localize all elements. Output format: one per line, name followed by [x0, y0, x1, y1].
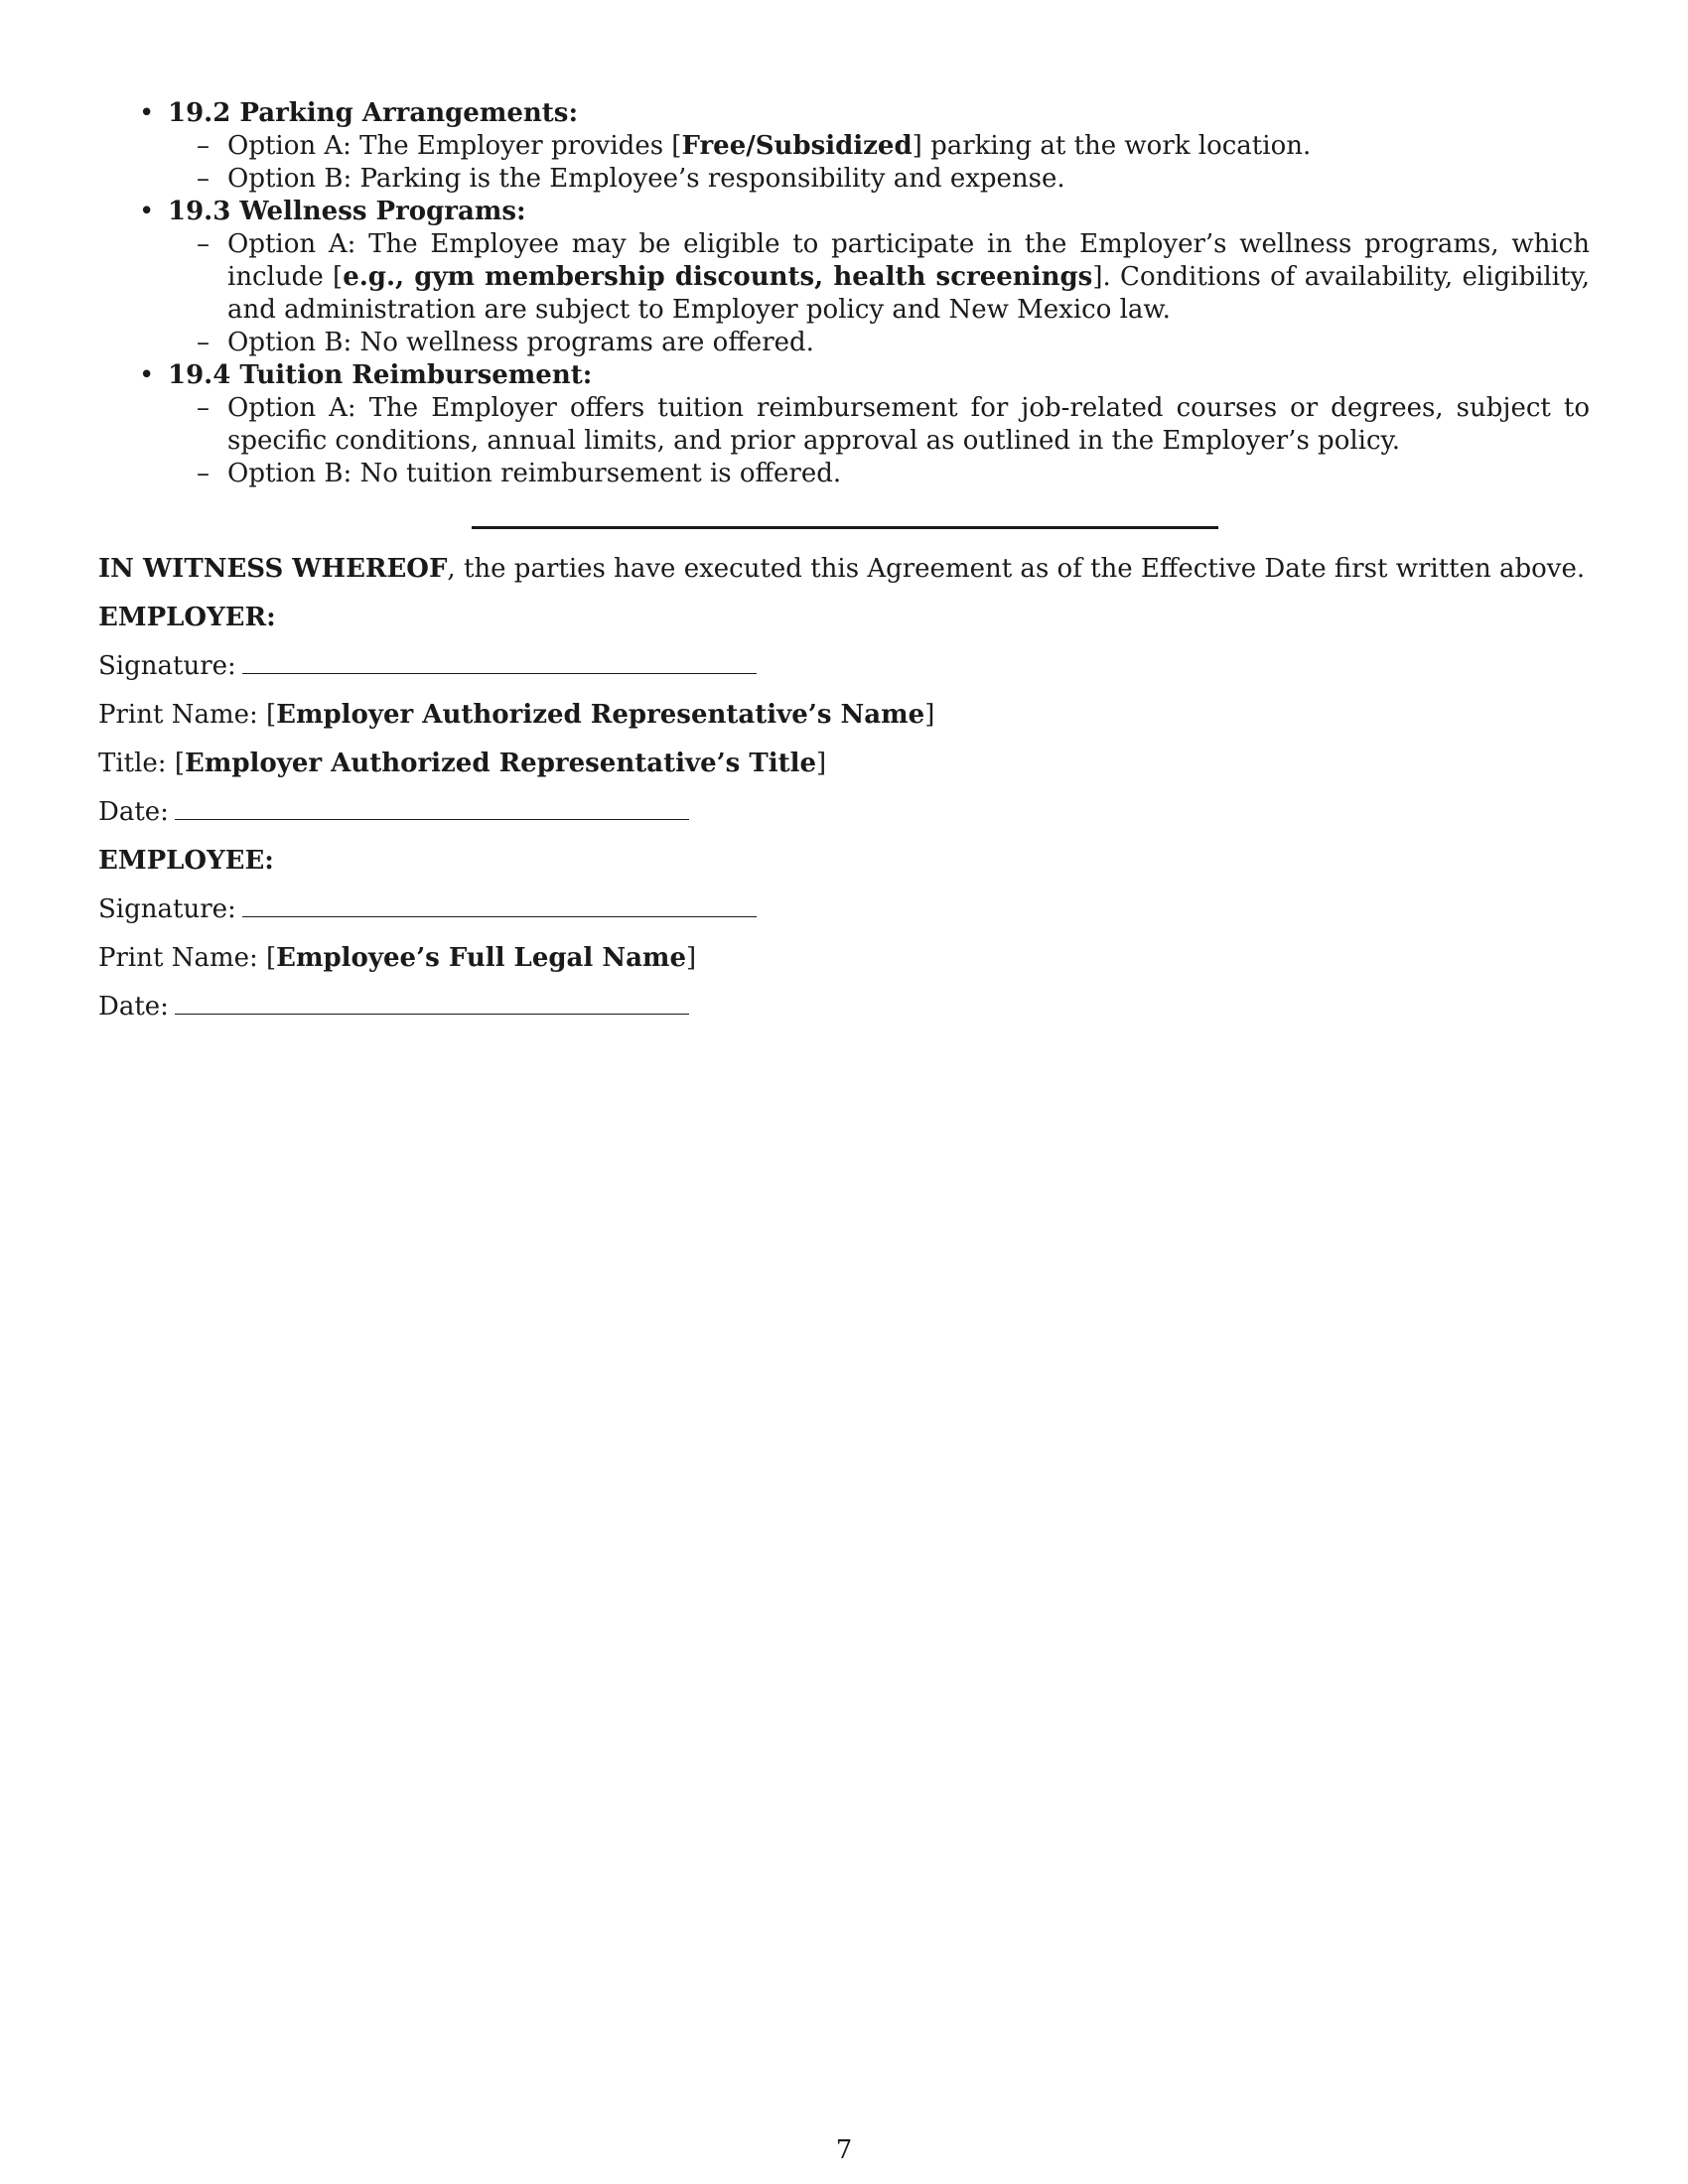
bracket-open: [: [266, 943, 277, 973]
employer-title-row: [98, 748, 1590, 780]
section-heading: [139, 97, 1590, 130]
option-item: [168, 392, 1590, 458]
employer-date-row: [98, 796, 1590, 829]
employer-date-line[interactable]: [175, 799, 689, 820]
section-19-3: [98, 196, 1590, 359]
section-heading: [139, 359, 1590, 392]
employee-signature-line[interactable]: [242, 896, 757, 917]
signature-label: Signature:: [98, 894, 236, 924]
employee-date-line[interactable]: [175, 994, 689, 1015]
dash-marker: –: [197, 229, 210, 259]
employee-heading: EMPLOYEE:: [98, 846, 274, 876]
employer-title-placeholder: Employer Authorized Representative’s Title: [185, 749, 817, 778]
date-label: Date:: [98, 992, 169, 1022]
bracket-close: ]: [924, 700, 935, 730]
witness-lead: IN WITNESS WHEREOF: [98, 554, 448, 584]
employee-signature-row: [98, 893, 1590, 926]
option-item: [168, 228, 1590, 327]
employee-date-row: [98, 991, 1590, 1024]
bullet: •: [139, 360, 155, 390]
option-placeholder: e.g., gym membership discounts, health screenings: [343, 262, 1093, 292]
option-text: Option A: The Employee may be eligible to participate in the Employer’s wellness programs, which include [: [227, 229, 1590, 292]
dash-marker: –: [197, 459, 210, 488]
bracket-close: ]: [816, 749, 827, 778]
option-item: [168, 163, 1590, 196]
option-text: Option B: Parking is the Employee’s responsibility and expense.: [227, 164, 1065, 194]
employee-print-name-placeholder: Employee’s Full Legal Name: [276, 943, 686, 973]
print-name-label: Print Name:: [98, 943, 258, 973]
employer-signature-row: [98, 650, 1590, 683]
section-19-2: [98, 97, 1590, 196]
option-item: [168, 130, 1590, 163]
dash-marker: –: [197, 393, 210, 423]
employer-print-name-placeholder: Employer Authorized Representative’s Name: [276, 700, 925, 730]
document-page: [98, 97, 1590, 1024]
dash-marker: –: [197, 328, 210, 357]
option-item: [168, 327, 1590, 359]
section-heading-text: 19.4 Tuition Reimbursement:: [168, 360, 593, 390]
section-heading: [139, 196, 1590, 228]
option-text-tail: ] parking at the work location.: [912, 131, 1312, 161]
bullet: •: [139, 98, 155, 128]
date-label: Date:: [98, 797, 169, 827]
bracket-close: ]: [686, 943, 697, 973]
employer-print-name-row: [98, 699, 1590, 732]
employer-heading: EMPLOYER:: [98, 603, 276, 632]
option-placeholder: Free/Subsidized: [681, 131, 913, 161]
option-text: Option B: No tuition reimbursement is offered.: [227, 459, 842, 488]
section-heading-text: 19.3 Wellness Programs:: [168, 197, 526, 226]
witness-text: , the parties have executed this Agreement as of the Effective Date first written above.: [447, 554, 1586, 584]
dash-marker: –: [197, 164, 210, 194]
title-label: Title:: [98, 749, 167, 778]
bracket-open: [: [174, 749, 185, 778]
print-name-label: Print Name:: [98, 700, 258, 730]
option-text: Option A: The Employer offers tuition reimbursement for job-related courses or degrees, subject to specific conditions, annual limits, and prior approval as outlined in the Employer’s policy.: [227, 393, 1590, 456]
page-number: 7: [835, 2135, 853, 2165]
section-19-4: [98, 359, 1590, 490]
dash-marker: –: [197, 131, 210, 161]
employer-signature-line[interactable]: [242, 653, 757, 674]
section-heading-text: 19.2 Parking Arrangements:: [168, 98, 579, 128]
option-text-tail: ]. Conditions of availability, eligibility, and administration are subject to Employer policy and New Mexico law.: [227, 262, 1590, 325]
bullet: •: [139, 197, 155, 226]
horizontal-divider: [472, 526, 1218, 529]
bracket-open: [: [266, 700, 277, 730]
option-text: Option B: No wellness programs are offered.: [227, 328, 814, 357]
witness-clause: [98, 553, 1590, 586]
signature-label: Signature:: [98, 651, 236, 681]
option-text: Option A: The Employer provides [: [227, 131, 682, 161]
employee-print-name-row: [98, 942, 1590, 975]
option-item: [168, 458, 1590, 490]
